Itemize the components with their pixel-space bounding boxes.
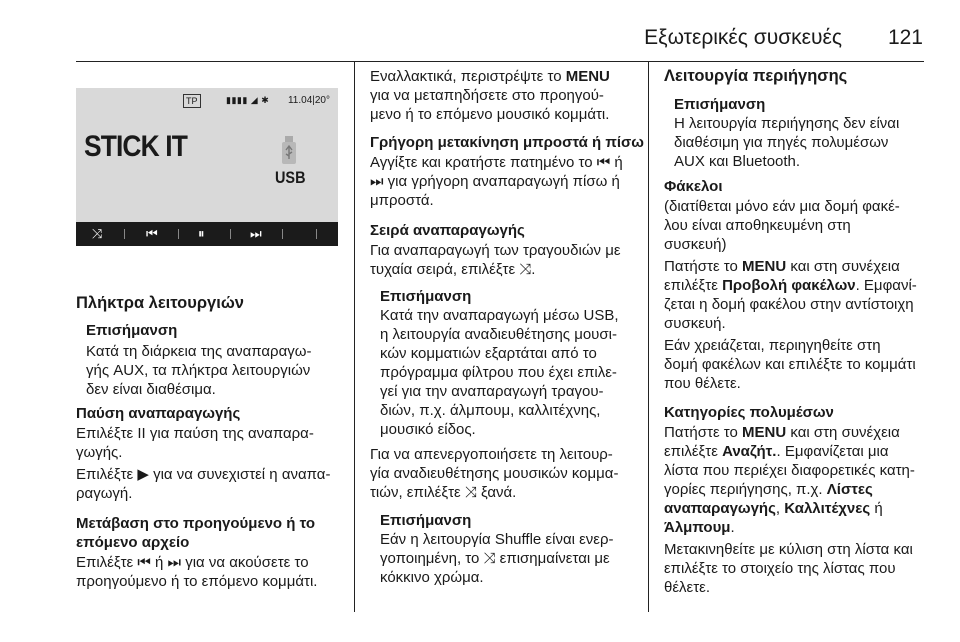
text-line: Εναλλακτικά, περιστρέψτε το MENU	[370, 68, 610, 85]
subheading: Κατηγορίες πολυμέσων	[664, 404, 834, 421]
text-line: (διατίθεται μόνο εάν μια δομή φακέ-	[664, 198, 900, 215]
text-line: γεί για την αναπαραγωγή τραγου-	[380, 383, 604, 400]
source-label: USB	[275, 168, 306, 187]
shuffle-icon[interactable]: ⤨	[92, 226, 103, 241]
text-line: λίστα που περιέχει διαφορετικές κατη-	[664, 462, 915, 479]
note-title: Επισήμανση	[86, 322, 178, 339]
text-line: Για να απενεργοποιήσετε τη λειτουρ-	[370, 446, 613, 463]
text-line: επιλέξτε Προβολή φακέλων. Εμφανί-	[664, 277, 917, 294]
text-line: λου είναι αποθηκευμένη στη	[664, 217, 851, 234]
text-line: τυχαία σειρά, επιλέξτε ⤨.	[370, 261, 536, 278]
text-line: δεν είναι διαθέσιμα.	[86, 381, 216, 398]
page-title: Εξωτερικές συσκευές	[644, 26, 842, 49]
subheading: Σειρά αναπαραγωγής	[370, 222, 525, 239]
text-line: Επιλέξτε ▶ για να συνεχιστεί η αναπα-	[76, 466, 331, 483]
text-line: αναπαραγωγής, Καλλιτέχνες ή	[664, 500, 883, 517]
section-heading: Πλήκτρα λειτουργιών	[76, 294, 244, 312]
text-line: Για αναπαραγωγή των τραγουδιών με	[370, 242, 621, 259]
text-line: τιών, επιλέξτε ⤨ ξανά.	[370, 484, 517, 501]
note-title: Επισήμανση	[380, 288, 472, 305]
clock-readout: 11.04|20°	[287, 95, 330, 106]
text-line: κόκκινο χρώμα.	[380, 569, 484, 586]
text-line: επιλέξτε το στοιχείο της λίστας που	[664, 560, 896, 577]
text-line: διών, π.χ. άλμπουμ, καλλιτέχνης,	[380, 402, 601, 419]
section-heading: Λειτουργία περιήγησης	[664, 67, 848, 85]
text-line: συσκευή.	[664, 315, 726, 332]
status-icons: ▮▮▮▮ ◢ ✱	[226, 95, 270, 105]
text-line: Επιλέξτε ⏮ ή ⏭ για να ακούσετε το	[76, 554, 309, 571]
previous-icon[interactable]: ⏮	[146, 226, 158, 241]
next-icon[interactable]: ⏭	[250, 226, 262, 241]
text-line: η λειτουργία αναδιευθέτησης μουσι-	[380, 326, 617, 343]
separator	[178, 229, 179, 239]
track-title: STICK IT	[84, 130, 187, 163]
text-line: γωγής.	[76, 444, 123, 461]
text-line: γής AUX, τα πλήκτρα λειτουργιών	[86, 362, 311, 379]
subheading: Γρήγορη μετακίνηση μπροστά ή πίσω	[370, 134, 644, 151]
text-line: μπροστά.	[370, 192, 434, 209]
text-line: πρόγραμμα φίλτρου που έχει επιλε-	[380, 364, 617, 381]
column-divider	[648, 62, 649, 612]
subheading: Φάκελοι	[664, 178, 723, 195]
text-line: μενο ή το επόμενο μουσικό κομμάτι.	[370, 106, 610, 123]
text-line: Κατά την αναπαραγωγή μέσω USB,	[380, 307, 619, 324]
control-bar	[76, 222, 338, 246]
header-rule	[76, 61, 924, 62]
note-title: Επισήμανση	[380, 512, 472, 529]
tp-indicator: TP	[183, 94, 201, 108]
text-line: Μετακινηθείτε με κύλιση στη λίστα και	[664, 541, 913, 558]
text-line: Επιλέξτε II για παύση της αναπαρα-	[76, 425, 314, 442]
text-line: που θέλετε.	[664, 375, 741, 392]
text-line: επιλέξτε Αναζήτ.. Εμφανίζεται μια	[664, 443, 889, 460]
text-line: γία αναδιευθέτησης μουσικών κομμα-	[370, 465, 619, 482]
display-screenshot	[76, 88, 338, 246]
text-line: Άλμπουμ.	[664, 519, 735, 536]
text-line: μουσικό είδος.	[380, 421, 476, 438]
page-number: 121	[887, 26, 923, 49]
text-line: Κατά τη διάρκεια της αναπαραγω-	[86, 343, 312, 360]
column-divider	[354, 62, 355, 612]
text-line: Πατήστε το MENU και στη συνέχεια	[664, 258, 900, 275]
text-line: θέλετε.	[664, 579, 710, 596]
separator	[124, 229, 125, 239]
note-title: Επισήμανση	[674, 96, 766, 113]
text-line: ⏭ για γρήγορη αναπαραγωγή πίσω ή	[370, 173, 620, 190]
text-line: AUX και Bluetooth.	[674, 153, 801, 170]
text-line: κών κομματιών εξαρτάται από το	[380, 345, 597, 362]
text-line: Η λειτουργία περιήγησης δεν είναι	[674, 115, 900, 132]
pause-icon[interactable]: ⏸	[198, 226, 205, 241]
usb-icon	[280, 136, 298, 166]
text-line: προηγούμενο ή το επόμενο κομμάτι.	[76, 573, 318, 590]
page-header	[0, 0, 960, 60]
text-line: ραγωγή.	[76, 485, 133, 502]
text-line: δομή φακέλων και επιλέξτε το κομμάτι	[664, 356, 916, 373]
text-line: Πατήστε το MENU και στη συνέχεια	[664, 424, 900, 441]
subheading: επόμενο αρχείο	[76, 534, 190, 551]
text-line: γοποιημένη, το ⤨ επισημαίνεται με	[380, 550, 610, 567]
text-line: συσκευή)	[664, 236, 727, 253]
text-line: γορίες περιήγησης, π.χ. Λίστες	[664, 481, 873, 498]
text-line: Εάν η λειτουργία Shuffle είναι ενερ-	[380, 531, 614, 548]
text-line: για να μεταπηδήσετε στο προηγού-	[370, 87, 604, 104]
separator	[282, 229, 283, 239]
separator	[316, 229, 317, 239]
separator	[230, 229, 231, 239]
subheading: Παύση αναπαραγωγής	[76, 405, 241, 422]
text-line: Εάν χρειάζεται, περιηγηθείτε στη	[664, 337, 881, 354]
text-line: ζεται η δομή φακέλου στην αντίστοιχη	[664, 296, 914, 313]
text-line: διαθέσιμη για πηγές πολυμέσων	[674, 134, 889, 151]
subheading: Μετάβαση στο προηγούμενο ή το	[76, 515, 316, 532]
text-line: Αγγίξτε και κρατήστε πατημένο το ⏮ ή	[370, 154, 623, 171]
